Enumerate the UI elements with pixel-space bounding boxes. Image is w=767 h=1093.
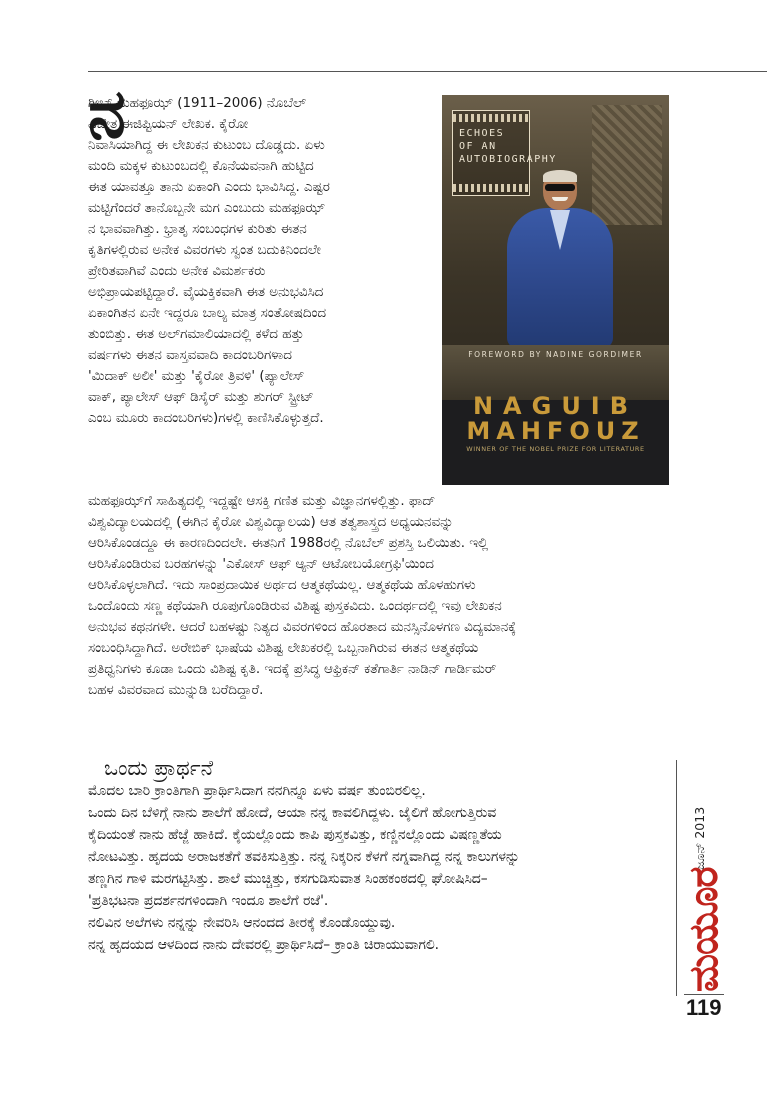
page-number: 119 — [686, 995, 722, 1020]
text-line: 'ಮಿದಾಕ್ ಅಲೀ' ಮತ್ತು 'ಕೈರೋ ತ್ರಿವಳಿ' (ಪ್ಯಾಲೇಸ್ — [88, 369, 305, 384]
text-line: ಮಂದಿ ಮಕ್ಕಳ ಕುಟುಂಬದಲ್ಲಿ ಕೊನೆಯವನಾಗಿ ಹುಟ್ಟಿದ — [88, 159, 314, 174]
intro-column-text — [88, 93, 434, 429]
text-line: ಕೃತಿಗಳಲ್ಲಿರುವ ಅನೇಕ ವಿವರಗಳು ಸ್ವಂತ ಬದುಕಿನಿಂದಲೇ — [88, 243, 321, 258]
text-line: ಬಹಳ ವಿವರವಾದ ಮುನ್ನುಡಿ ಬರೆದಿದ್ದಾರೆ. — [88, 683, 264, 698]
cover-title: ECHOES OF AN AUTOBIOGRAPHY — [459, 128, 557, 165]
text-line: ಪ್ರೇರಿತವಾಗಿವೆ ಎಂದು ಅನೇಕ ವಿಮರ್ಶಕರು — [88, 264, 266, 279]
text-line: ಅನುಭವ ಕಥನಗಳೇ. ಆದರೆ ಬಹಳಷ್ಟು ನಿತ್ಯದ ವಿವರಗಳಿಂದ ಹೊರತಾದ ಮನಸ್ಸಿನೊಳಗಣ ವಿದ್ಯಮಾನಕ್ಕೆ — [88, 620, 517, 635]
text-line: ಮಟ್ಟಿಗೆಂದರೆ ತಾನೊಬ್ಬನೇ ಮಗ ಎಂಬುದು ಮಹಫೂಝ್ — [88, 201, 326, 216]
text-line: ವರ್ಷಗಳು ಈತನ ವಾಸ್ತವವಾದಿ ಕಾದಂಬರಿಗಳಾದ — [88, 348, 292, 363]
magazine-logo-text: ಮಯೂರ — [681, 867, 727, 992]
text-line: ನನ್ನ ಹೃದಯದ ಆಳದಿಂದ ನಾನು ದೇವರಲ್ಲಿ ಪ್ರಾರ್ಥಿಸಿದೆ– ಕ್ರಾಂತಿ ಚಿರಾಯುವಾಗಲಿ. — [88, 937, 439, 953]
section-body-text — [88, 780, 658, 956]
text-line: ಏಕಾಂಗಿತನ ಏನೇ ಇದ್ದರೂ ಬಾಲ್ಯ ಮಾತ್ರ ಸಂತೋಷದಿಂದ — [88, 306, 327, 321]
portrait-glasses — [545, 184, 575, 191]
text-line: ಆರಿಸಿಕೊಳ್ಳಲಾಗಿದೆ. ಇದು ಸಾಂಪ್ರದಾಯಿಕ ಅರ್ಥದ ಆತ್ಮಕಥೆಯಲ್ಲ. ಆತ್ಮಕಥೆಯ ಹೊಳಹುಗಳು — [88, 578, 476, 593]
cover-author-first: NAGUIB — [472, 392, 639, 420]
drop-cap: ನ — [88, 74, 126, 154]
text-line: ಪ್ರತಿಧ್ವನಿಗಳು ಕೂಡಾ ಒಂದು ವಿಶಿಷ್ಟ ಕೃತಿ. ಇದಕ್ಕೆ ಪ್ರಸಿದ್ಧ ಆಫ್ರಿಕನ್ ಕತೆಗಾರ್ತಿ ನಾಡಿನ್ ಗಾರ್ಡಿಮರ್ — [88, 662, 497, 677]
book-cover-image — [442, 95, 669, 485]
text-line: ಕೈದಿಯಂತೆ ನಾನು ಹೆಜ್ಜೆ ಹಾಕಿದೆ. ಕೈಯಲ್ಲೊಂದು ಕಾಪಿ ಪುಸ್ತಕವಿತ್ತು, ಕಣ್ಣಿನಲ್ಲೊಂದು ವಿಷಣ್ಣತೆಯ — [88, 827, 502, 843]
text-line: ತುಂಬಿತ್ತು. ಈತ ಅಲ್‌ಗಮಾಲಿಯಾದಲ್ಲಿ ಕಳೆದ ಹತ್ತು — [88, 327, 304, 342]
portrait-smile — [552, 197, 568, 201]
text-line: ಈತ ಯಾವತ್ತೂ ತಾನು ಏಕಾಂಗಿ ಎಂದು ಭಾವಿಸಿದ್ದ. ಎಷ್ಟರ — [88, 180, 330, 195]
cover-ornament-top — [453, 114, 529, 122]
cover-author-last: MAHFOUZ — [466, 417, 645, 445]
article-body-text — [88, 491, 688, 701]
text-line: ತಣ್ಣಗಿನ ಗಾಳಿ ಮರಗಟ್ಟಿಸಿತ್ತು. ಶಾಲೆ ಮುಚ್ಚಿತ್ತು, ಕಸಗುಡಿಸುವಾತ ಸಿಂಹಕಂಠದಲ್ಲಿ ಘೋಷಿಸಿದ– — [88, 871, 488, 887]
top-rule — [88, 71, 767, 72]
cover-winner-line: WINNER OF THE NOBEL PRIZE FOR LITERATURE — [466, 445, 645, 453]
text-line: ವಿಶ್ವವಿದ್ಯಾಲಯದಲ್ಲಿ (ಈಗಿನ ಕೈರೋ ವಿಶ್ವವಿದ್ಯಾಲಯ) ಆತ ತತ್ವಶಾಸ್ತ್ರದ ಅಧ್ಯಯನವನ್ನು — [88, 515, 454, 530]
text-line: ಆರಿಸಿಕೊಂಡಿರುವ ಬರಹಗಳನ್ನು 'ಎಕೋಸ್ ಆಫ್ ಆ್ಯನ್ ಆಟೋಬಯೋಗ್ರಫಿ'ಯಿಂದ — [88, 557, 434, 572]
text-line: ನಿವಾಸಿಯಾಗಿದ್ದ ಈ ಲೇಖಕನ ಕುಟುಂಬ ದೊಡ್ಡದು. ಏಳು — [88, 138, 325, 153]
text-line: ಗೀಬ್ ಮಹಫೂಝ್ (1911–2006) ನೊಬೆಲ್ — [88, 96, 307, 111]
text-line: ಆರಿಸಿಕೊಂಡದ್ದೂ ಈ ಕಾರಣದಿಂದಲೇ. ಈತನಿಗೆ 1988ರಲ್ಲಿ ನೊಬೆಲ್ ಪ್ರಶಸ್ತಿ ಒಲಿಯಿತು. ಇಲ್ಲಿ — [88, 536, 489, 551]
magazine-logo — [681, 867, 727, 992]
text-line: ಒಂದೊಂದು ಸಣ್ಣ ಕಥೆಯಾಗಿ ರೂಪುಗೊಂಡಿರುವ ವಿಶಿಷ್ಟ ಪುಸ್ತಕವಿದು. ಒಂದರ್ಥದಲ್ಲಿ ಇವು ಲೇಖಕನ — [88, 599, 502, 614]
text-line: 'ಪ್ರತಿಭಟನಾ ಪ್ರದರ್ಶನಗಳಿಂದಾಗಿ ಇಂದೂ ಶಾಲೆಗೆ ರಜೆ'. — [88, 893, 329, 909]
text-line: ಸಂಬಂಧಿಸಿದ್ದಾಗಿದೆ. ಅರೇಬಿಕ್ ಭಾಷೆಯ ವಿಶಿಷ್ಟ ಲೇಖಕರಲ್ಲಿ ಒಬ್ಬನಾಗಿರುವ ಈತನ ಆತ್ಮಕಥೆಯ — [88, 641, 479, 656]
text-line: ಒಂದು ದಿನ ಬೆಳಿಗ್ಗೆ ನಾನು ಶಾಲೆಗೆ ಹೋದೆ, ಆಯಾ ನನ್ನ ಕಾವಲಿಗಿದ್ದಳು. ಜೈಲಿಗೆ ಹೋಗುತ್ತಿರುವ — [88, 805, 497, 821]
section-heading: ಒಂದು ಪ್ರಾರ್ಥನೆ — [104, 756, 214, 780]
portrait-hair — [543, 170, 577, 182]
text-line: ಅಭಿಪ್ರಾಯಪಟ್ಟಿದ್ದಾರೆ. ವೈಯಕ್ತಿಕವಾಗಿ ಈತ ಅನುಭವಿಸಿದ — [88, 285, 324, 300]
issue-date: ಜೂನ್ 2013 — [692, 806, 707, 870]
text-line: ನ ಭಾವವಾಗಿತ್ತು. ಭ್ರಾತೃ ಸಂಬಂಧಗಳ ಕುರಿತು ಈತನ — [88, 222, 307, 237]
text-line: ನಲಿವಿನ ಅಲೆಗಳು ನನ್ನನ್ನು ನೇವರಿಸಿ ಆನಂದದ ತೀರಕ್ಕೆ ಕೊಂಡೊಯ್ದುವು. — [88, 915, 396, 931]
text-line: ನೋಟವಿತ್ತು. ಹೃದಯ ಅರಾಜಕತೆಗೆ ತವಕಿಸುತ್ತಿತ್ತು. ನನ್ನ ನಿಕ್ಕರಿನ ಕೆಳಗೆ ನಗ್ನವಾಗಿದ್ದ ನನ್ನ ಕಾಲುಗಳನ್ನು — [88, 849, 520, 865]
text-line: ಎಂಬ ಮೂರು ಕಾದಂಬರಿಗಳು)ಗಳಲ್ಲಿ ಕಾಣಿಸಿಕೊಳ್ಳುತ್ತದೆ. — [88, 411, 324, 426]
text-line: ಮೊದಲ ಬಾರಿ ಕ್ರಾಂತಿಗಾಗಿ ಪ್ರಾರ್ಥಿಸಿದಾಗ ನನಗಿನ್ನೂ ಏಳು ವರ್ಷ ತುಂಬಿರಲಿಲ್ಲ. — [88, 783, 426, 799]
text-line: ವಿಜೇತ ಈಜಿಪ್ಟಿಯನ್ ಲೇಖಕ. ಕೈರೋ — [88, 117, 249, 132]
cover-foreword: FOREWORD BY NADINE GORDIMER — [468, 350, 643, 359]
text-line: ವಾಕ್, ಪ್ಯಾಲೇಸ್ ಆಫ್ ಡಿಸೈರ್ ಮತ್ತು ಶುಗರ್ ಸ್ಟ್ರೀಟ್ — [88, 390, 314, 405]
text-line: ಮಹಫೂಝ್‌ಗೆ ಸಾಹಿತ್ಯದಲ್ಲಿ ಇದ್ದಷ್ಟೇ ಆಸಕ್ತಿ ಗಣಿತ ಮತ್ತು ವಿಜ್ಞಾನಗಳಲ್ಲಿತ್ತು. ಫಾದ್ — [88, 494, 436, 509]
margin-rule — [676, 760, 677, 996]
